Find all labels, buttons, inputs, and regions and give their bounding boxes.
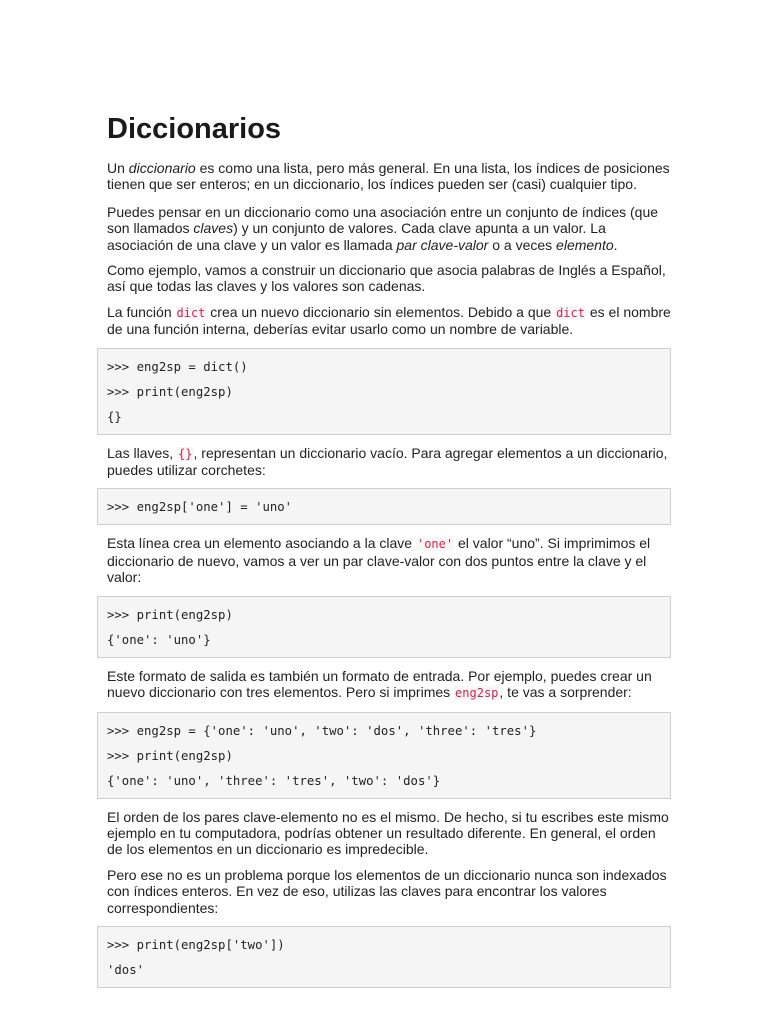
inline-code: {} [178,446,193,461]
text: , representan un diccionario vacío. Para agregar elementos a un diccionario, puedes utilizar corchetes: [107,444,668,479]
emphasis: par clave-valor [396,236,489,253]
paragraph-braces [107,445,671,479]
inline-code: 'one' [416,537,454,552]
emphasis: elemento [556,236,614,253]
inline-code: dict [176,305,206,320]
code-line: 'dos' [107,962,145,977]
text: crea un nuevo diccionario sin elementos. Debido a que [206,303,556,320]
text: . [613,236,618,253]
code-line: {'one': 'uno'} [107,632,211,647]
text: es como una lista, pero más general. En una lista, los índices de posiciones tienen que ser enteros; en un diccionario, los índices pueden ser (casi) cualquier tipo. [107,160,670,193]
text: es el nombre de una función interna, deberías evitar usarlo como un nombre de variable. [107,303,671,338]
code-line: {'one': 'uno', 'three': 'tres', 'two': 'dos'} [107,773,441,788]
inline-code: eng2sp [455,686,499,701]
code-line: >>> print(eng2sp['two']) [107,937,285,952]
paragraph-example: Como ejemplo, vamos a construir un diccionario que asocia palabras de Inglés a Español, así que todas las claves y los valores son cadenas. [107,262,666,295]
text: Esta línea crea un elemento asociando a la clave [107,535,416,552]
text: Puedes pensar en un diccionario como una asociación entre un conjunto de índices (que son llamados [107,203,659,237]
text: o a veces [488,236,557,253]
text: La función [107,303,176,320]
paragraph-new-element [107,535,671,585]
code-line: >>> eng2sp['one'] = 'uno' [107,500,293,515]
code-block-print [97,596,671,658]
emphasis: diccionario [128,160,196,176]
code-line: >>> print(eng2sp) [107,384,233,399]
code-line: >>> print(eng2sp) [107,607,233,622]
code-block-dict [97,348,671,435]
paragraph-dict-function [107,304,671,338]
paragraph-output-format [107,668,671,702]
paragraph-keys-lookup: Pero ese no es un problema porque los elementos de un diccionario nunca son indexados con índices enteros. En vez de eso, utilizas las claves para encontrar los valores correspondientes: [107,866,667,916]
code-block-three-elements [97,712,671,799]
paragraph-intro [107,160,671,193]
code-line: >>> eng2sp = dict() [107,359,248,374]
code-line: {} [107,409,122,424]
code-line: >>> print(eng2sp) [107,748,233,763]
code-line: >>> eng2sp = {'one': 'uno', 'two': 'dos', 'three': 'tres'} [107,723,537,738]
code-block-lookup [97,926,671,988]
text: , te vas a sorprender: [499,684,632,701]
inline-code: dict [556,305,585,320]
paragraph-keys-values [107,204,671,253]
text: Las llaves, [107,444,178,461]
document-page [97,110,671,998]
text: Un [107,160,129,176]
code-block-assign [97,488,671,525]
text: Este formato de salida es también un formato de entrada. Por ejemplo, puedes crear un nuevo diccionario con tres elementos. Pero si imprimes [107,667,652,701]
text: el valor “uno”. Si imprimimos el diccionario de nuevo, vamos a ver un par clave-valor con dos puntos entre la clave y el valor: [107,535,651,586]
page-title: Diccionarios [107,113,282,145]
emphasis: claves [193,220,234,237]
paragraph-order: El orden de los pares clave-elemento no es el mismo. De hecho, si tu escribes este mismo ejemplo en tu computadora, podrías obtener un resultado diferente. En general, el orden de los elementos en un diccionario es impredecible. [107,808,669,858]
text: ) y un conjunto de valores. Cada clave apunta a un valor. La asociación de una clave y un valor es llamada [107,220,606,253]
